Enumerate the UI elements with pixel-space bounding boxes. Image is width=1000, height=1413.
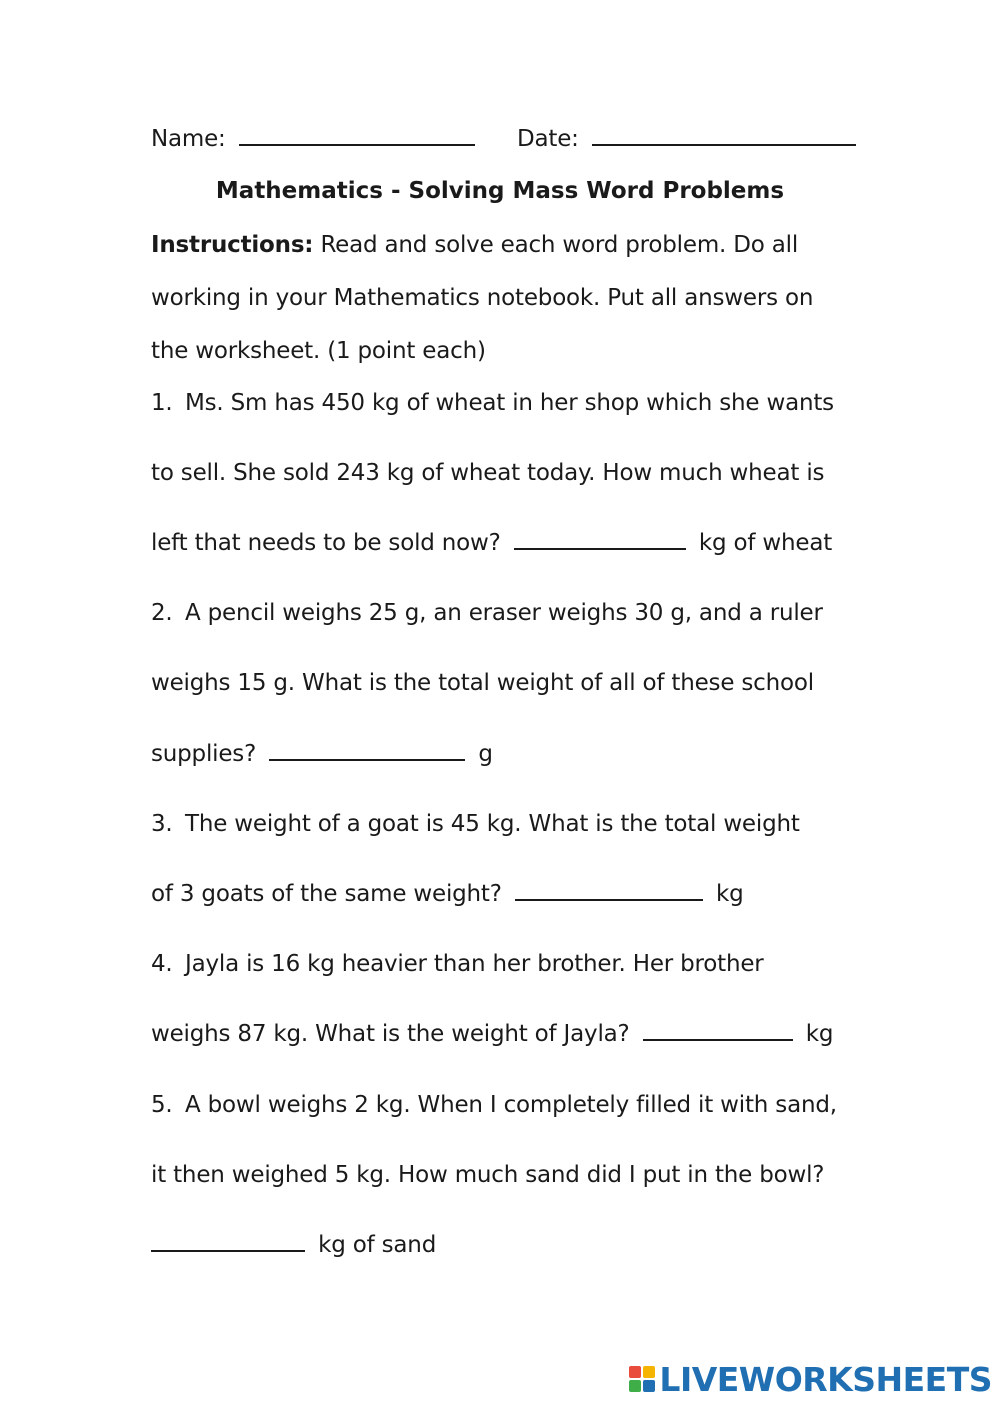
question-5-number: 5. [151,1092,173,1118]
header-row [151,124,862,154]
question-2-text-3: supplies? [151,741,257,767]
question-3-line-1 [151,809,800,839]
question-1-line-1 [151,388,834,418]
date-field[interactable] [592,124,856,146]
question-1-text-1: Ms. Sm has 450 kg of wheat in her shop which she wants [185,390,834,416]
name-label: Name: [151,126,226,152]
question-4-text-2: weighs 87 kg. What is the weight of Jayla? [151,1021,630,1047]
question-4-text-1: Jayla is 16 kg heavier than her brother. Her brother [185,951,764,977]
question-5-line-1 [151,1090,837,1120]
name-field[interactable] [239,124,475,146]
instructions-line-2: working in your Mathematics notebook. Put all answers on [151,285,814,311]
question-2-line-2: weighs 15 g. What is the total weight of all of these school [151,670,814,696]
instructions-label: Instructions: [151,232,314,258]
question-2-line-3 [151,739,493,769]
question-2-unit: g [478,741,493,767]
logo-square-yellow [643,1366,655,1378]
logo-square-red [629,1366,641,1378]
page-title: Mathematics - Solving Mass Word Problems [215,178,785,204]
date-label: Date: [516,126,579,152]
question-2-answer-field[interactable] [269,739,465,761]
logo-square-blue [643,1380,655,1392]
question-5-text-1: A bowl weighs 2 kg. When I completely filled it with sand, [185,1092,837,1118]
question-4-number: 4. [151,951,173,977]
instructions-line-3: the worksheet. (1 point each) [151,338,486,364]
instructions-text-1: Read and solve each word problem. Do all [320,232,799,258]
question-4-unit: kg [805,1021,834,1047]
question-5-line-2: it then weighed 5 kg. How much sand did I put in the bowl? [151,1162,825,1188]
logo-square-green [629,1380,641,1392]
question-3-text-2: of 3 goats of the same weight? [151,881,502,907]
liveworksheets-logo-icon [629,1366,655,1392]
question-5-answer-field[interactable] [151,1230,305,1252]
question-3-unit: kg [716,881,744,907]
question-2-number: 2. [151,600,173,626]
question-1-line-2: to sell. She sold 243 kg of wheat today. How much wheat is [151,460,825,486]
instructions-line-1 [151,230,798,260]
question-2-text-1: A pencil weighs 25 g, an eraser weighs 30 g, and a ruler [185,600,823,626]
question-2-line-1 [151,598,823,628]
question-3-line-2 [151,879,744,909]
question-1-number: 1. [151,390,173,416]
question-1-text-3: left that needs to be sold now? [151,530,501,556]
question-4-line-1 [151,949,764,979]
liveworksheets-logo [629,1359,992,1399]
question-3-number: 3. [151,811,173,837]
question-4-line-2 [151,1019,833,1049]
question-1-unit: kg of wheat [698,530,833,556]
question-1-line-3 [151,528,832,558]
question-4-answer-field[interactable] [643,1019,793,1041]
question-5-unit: kg of sand [318,1232,437,1258]
question-5-line-3 [151,1230,436,1260]
question-3-answer-field[interactable] [515,879,703,901]
question-3-text-1: The weight of a goat is 45 kg. What is the total weight [185,811,800,837]
brand-name: LIVEWORKSHEETS [659,1359,992,1399]
question-1-answer-field[interactable] [514,528,686,550]
